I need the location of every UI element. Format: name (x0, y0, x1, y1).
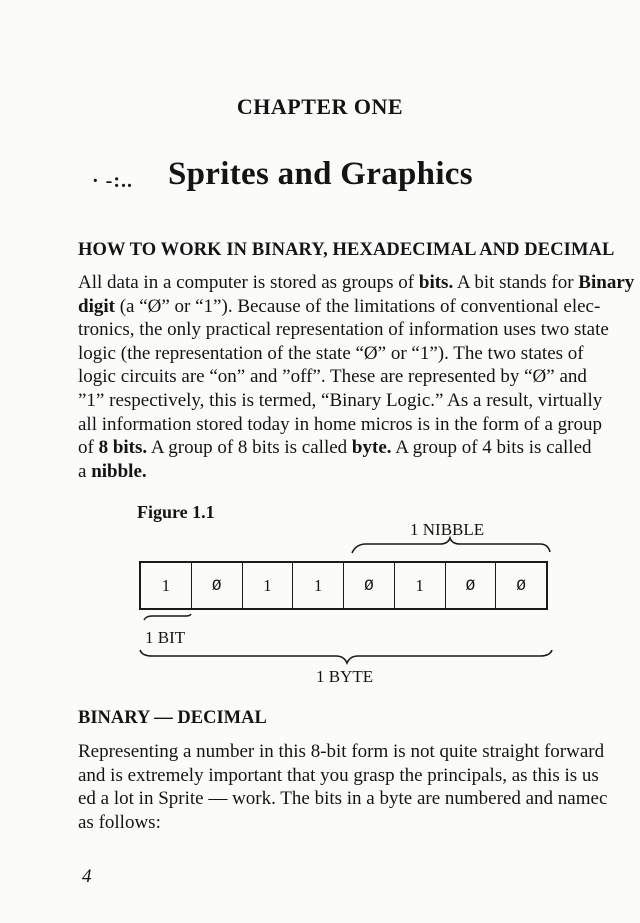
chapter-title: Sprites and Graphics (168, 156, 473, 192)
bold-term: byte. (351, 437, 392, 459)
section-heading-binary-hex-decimal: HOW TO WORK IN BINARY, HEXADECIMAL AND DECIMAL (78, 240, 615, 260)
bold-term: nibble. (91, 460, 147, 482)
bit-row-diagram (139, 561, 548, 610)
paragraph-binary-decimal-line: Representing a number in this 8-bit form is not quite straight forward (78, 741, 605, 762)
bold-term: bits. (418, 272, 454, 293)
paragraph-bits-intro-line: logic circuits are “on” and ”off”. These are represented by “Ø” and (78, 366, 587, 388)
byte-label: 1 BYTE (316, 667, 374, 686)
page-number: 4 (82, 866, 92, 887)
paragraph-bits-intro-line: a nibble. (78, 460, 147, 482)
paragraph-binary-decimal-line: ed a lot in Sprite — work. The bits in a byte are numbered and namec (78, 788, 608, 810)
bit-cell: 1 (243, 563, 294, 608)
chapter-label: CHAPTER ONE (236, 94, 404, 119)
nibble-brace (352, 538, 550, 553)
paragraph-binary-decimal-line: as follows: (78, 811, 161, 833)
paragraph-binary-decimal (78, 740, 607, 834)
paragraph-bits-intro-line: All data in a computer is stored as groups of bits. A bit stands for Binary (78, 272, 635, 293)
bit-cell: Ø (192, 563, 243, 608)
bold-term: digit (78, 295, 115, 317)
bit-cell: Ø (446, 563, 497, 608)
bold-term: Binary (578, 272, 635, 293)
bit-cell: 1 (141, 563, 192, 608)
paragraph-binary-decimal-line: and is extremely important that you grasp the principals, as this is us (78, 764, 599, 786)
paragraph-bits-intro-line: ”1” respectively, this is termed, “Binary Logic.” As a result, virtually (78, 389, 603, 411)
nibble-label: 1 NIBBLE (410, 520, 485, 539)
bit-cell: 1 (395, 563, 446, 608)
bit-cell: 1 (293, 563, 344, 608)
figure-label: Figure 1.1 (137, 502, 215, 522)
bit-label: 1 BIT (145, 628, 186, 647)
bold-term: 8 bits. (98, 437, 148, 459)
byte-brace (140, 650, 552, 663)
paragraph-bits-intro-line: of 8 bits. A group of 8 bits is called byte. A group of 4 bits is called (78, 437, 592, 459)
bit-cell: Ø (344, 563, 395, 608)
bit-cell: Ø (516, 576, 526, 595)
paragraph-bits-intro-line: tronics, the only practical representation of information uses two state (78, 319, 609, 341)
paragraph-bits-intro-line: all information stored today in home micros is in the form of a group (78, 413, 602, 435)
section-heading-binary-decimal: BINARY — DECIMAL (78, 708, 267, 728)
paragraph-bits-intro-line: logic (the representation of the state “Ø” or “1”). The two states of (78, 342, 584, 364)
paragraph-bits-intro-line: digit (a “Ø” or “1”). Because of the limitations of conventional elec- (78, 295, 601, 317)
bit-brace (144, 614, 191, 620)
ornament-mark: · -:.. (92, 170, 133, 192)
